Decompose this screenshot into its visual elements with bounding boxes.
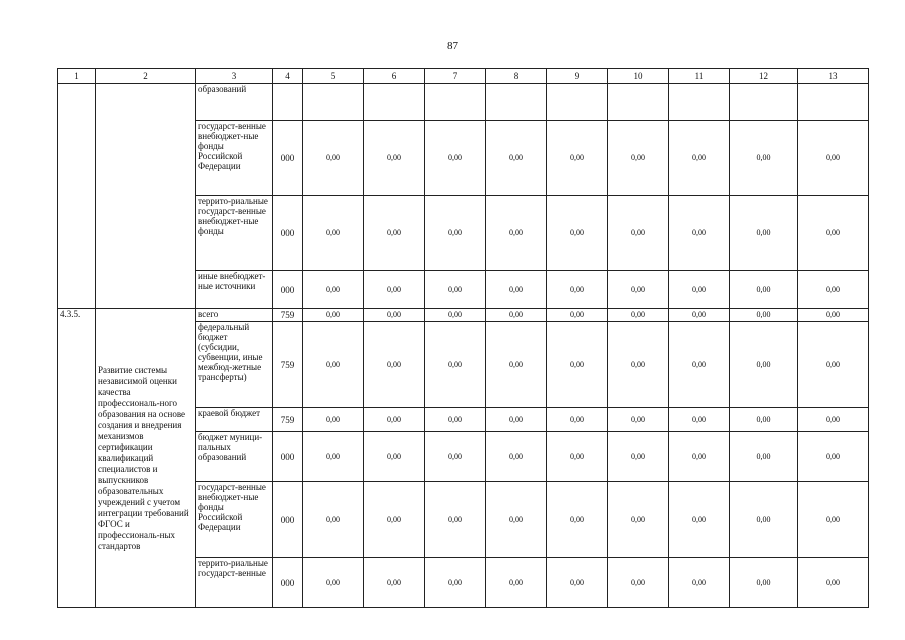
value-cell: 0,00 xyxy=(486,309,547,322)
funding-source-cell: бюджет муници-пальных образований xyxy=(196,432,273,482)
value-cell: 0,00 xyxy=(669,309,730,322)
value-cell: 0,00 xyxy=(669,432,730,482)
value-cell: 0,00 xyxy=(425,432,486,482)
column-header: 1 xyxy=(58,69,96,84)
value-cell: 0,00 xyxy=(669,322,730,408)
value-cell: 0,00 xyxy=(547,196,608,271)
column-header: 3 xyxy=(196,69,273,84)
value-cell: 0,00 xyxy=(486,432,547,482)
value-cell: 0,00 xyxy=(798,408,869,432)
value-cell: 0,00 xyxy=(364,121,425,196)
value-cell: 0,00 xyxy=(798,482,869,558)
column-header: 9 xyxy=(547,69,608,84)
activity-name-cell xyxy=(96,84,196,309)
activity-name-cell: Развитие системы независимой оценки качества профессиональ-ного образования на основе создания и внедрения механизмов сертификации квалификаций специалистов и выпускников образовательных учреждений с учетом интеграции требований ФГОС и профессиональ-ных стандартов xyxy=(96,309,196,608)
column-header: 13 xyxy=(798,69,869,84)
value-cell: 0,00 xyxy=(425,271,486,309)
value-cell: 0,00 xyxy=(730,482,798,558)
value-cell: 0,00 xyxy=(364,271,425,309)
code-cell: 759 xyxy=(273,309,303,322)
value-cell: 0,00 xyxy=(303,309,364,322)
value-cell: 0,00 xyxy=(486,558,547,608)
value-cell: 0,00 xyxy=(798,271,869,309)
value-cell: 0,00 xyxy=(798,121,869,196)
code-cell: 000 xyxy=(273,482,303,558)
value-cell: 0,00 xyxy=(364,322,425,408)
column-header: 10 xyxy=(608,69,669,84)
budget-table xyxy=(57,68,869,608)
value-cell: 0,00 xyxy=(425,408,486,432)
page-number: 87 xyxy=(447,40,458,52)
value-cell xyxy=(608,84,669,121)
value-cell: 0,00 xyxy=(547,432,608,482)
value-cell: 0,00 xyxy=(798,322,869,408)
value-cell: 0,00 xyxy=(608,121,669,196)
funding-source-cell: всего xyxy=(196,309,273,322)
value-cell: 0,00 xyxy=(303,121,364,196)
value-cell: 0,00 xyxy=(364,196,425,271)
value-cell: 0,00 xyxy=(303,432,364,482)
value-cell: 0,00 xyxy=(608,408,669,432)
value-cell: 0,00 xyxy=(364,558,425,608)
funding-source-cell: государст-венные внебюджет-ные фонды Российской Федерации xyxy=(196,482,273,558)
column-header: 7 xyxy=(425,69,486,84)
value-cell: 0,00 xyxy=(425,121,486,196)
code-cell: 000 xyxy=(273,271,303,309)
code-cell: 000 xyxy=(273,558,303,608)
value-cell xyxy=(547,84,608,121)
value-cell: 0,00 xyxy=(730,121,798,196)
value-cell: 0,00 xyxy=(486,121,547,196)
value-cell: 0,00 xyxy=(669,121,730,196)
value-cell: 0,00 xyxy=(608,196,669,271)
value-cell xyxy=(798,84,869,121)
funding-source-cell: иные внебюджет-ные источники xyxy=(196,271,273,309)
funding-source-cell: террито-риальные государст-венные внебюджет-ные фонды xyxy=(196,196,273,271)
value-cell: 0,00 xyxy=(303,196,364,271)
value-cell: 0,00 xyxy=(425,322,486,408)
funding-source-cell: террито-риальные государст-венные xyxy=(196,558,273,608)
value-cell: 0,00 xyxy=(425,558,486,608)
value-cell xyxy=(669,84,730,121)
value-cell: 0,00 xyxy=(303,408,364,432)
value-cell: 0,00 xyxy=(303,558,364,608)
table-row xyxy=(58,84,869,121)
value-cell: 0,00 xyxy=(730,408,798,432)
value-cell xyxy=(425,84,486,121)
value-cell xyxy=(730,84,798,121)
value-cell: 0,00 xyxy=(364,309,425,322)
value-cell: 0,00 xyxy=(669,196,730,271)
value-cell: 0,00 xyxy=(730,196,798,271)
column-number-row xyxy=(58,69,869,84)
value-cell xyxy=(364,84,425,121)
value-cell: 0,00 xyxy=(547,482,608,558)
value-cell: 0,00 xyxy=(303,482,364,558)
value-cell: 0,00 xyxy=(425,196,486,271)
value-cell: 0,00 xyxy=(486,322,547,408)
column-header: 12 xyxy=(730,69,798,84)
code-cell: 759 xyxy=(273,322,303,408)
column-header: 11 xyxy=(669,69,730,84)
value-cell: 0,00 xyxy=(798,558,869,608)
value-cell: 0,00 xyxy=(547,408,608,432)
value-cell: 0,00 xyxy=(486,482,547,558)
value-cell: 0,00 xyxy=(669,482,730,558)
index-cell xyxy=(58,84,96,309)
value-cell: 0,00 xyxy=(608,558,669,608)
column-header: 6 xyxy=(364,69,425,84)
value-cell: 0,00 xyxy=(798,196,869,271)
value-cell: 0,00 xyxy=(608,271,669,309)
value-cell xyxy=(486,84,547,121)
value-cell: 0,00 xyxy=(547,271,608,309)
code-cell xyxy=(273,84,303,121)
code-cell: 000 xyxy=(273,432,303,482)
value-cell: 0,00 xyxy=(547,121,608,196)
value-cell: 0,00 xyxy=(730,432,798,482)
funding-source-cell: государст-венные внебюджет-ные фонды Российской Федерации xyxy=(196,121,273,196)
column-header: 4 xyxy=(273,69,303,84)
value-cell: 0,00 xyxy=(486,271,547,309)
value-cell: 0,00 xyxy=(364,432,425,482)
value-cell: 0,00 xyxy=(798,432,869,482)
value-cell: 0,00 xyxy=(608,322,669,408)
value-cell: 0,00 xyxy=(669,558,730,608)
value-cell xyxy=(303,84,364,121)
value-cell: 0,00 xyxy=(364,482,425,558)
value-cell: 0,00 xyxy=(798,309,869,322)
value-cell: 0,00 xyxy=(730,309,798,322)
funding-source-cell: федеральный бюджет (субсидии, субвенции, иные межбюд-жетные трансферты) xyxy=(196,322,273,408)
value-cell: 0,00 xyxy=(425,482,486,558)
column-header: 8 xyxy=(486,69,547,84)
value-cell: 0,00 xyxy=(608,482,669,558)
column-header: 2 xyxy=(96,69,196,84)
funding-source-cell: образований xyxy=(196,84,273,121)
value-cell: 0,00 xyxy=(608,309,669,322)
value-cell: 0,00 xyxy=(303,322,364,408)
value-cell: 0,00 xyxy=(303,271,364,309)
code-cell: 000 xyxy=(273,196,303,271)
value-cell: 0,00 xyxy=(730,558,798,608)
index-cell: 4.3.5. xyxy=(58,309,96,608)
code-cell: 000 xyxy=(273,121,303,196)
value-cell: 0,00 xyxy=(669,271,730,309)
value-cell: 0,00 xyxy=(730,322,798,408)
value-cell: 0,00 xyxy=(547,309,608,322)
value-cell: 0,00 xyxy=(547,322,608,408)
value-cell: 0,00 xyxy=(608,432,669,482)
code-cell: 759 xyxy=(273,408,303,432)
value-cell: 0,00 xyxy=(364,408,425,432)
value-cell: 0,00 xyxy=(669,408,730,432)
value-cell: 0,00 xyxy=(730,271,798,309)
value-cell: 0,00 xyxy=(486,196,547,271)
column-header: 5 xyxy=(303,69,364,84)
value-cell: 0,00 xyxy=(486,408,547,432)
value-cell: 0,00 xyxy=(547,558,608,608)
value-cell: 0,00 xyxy=(425,309,486,322)
funding-source-cell: краевой бюджет xyxy=(196,408,273,432)
table-row xyxy=(58,309,869,322)
